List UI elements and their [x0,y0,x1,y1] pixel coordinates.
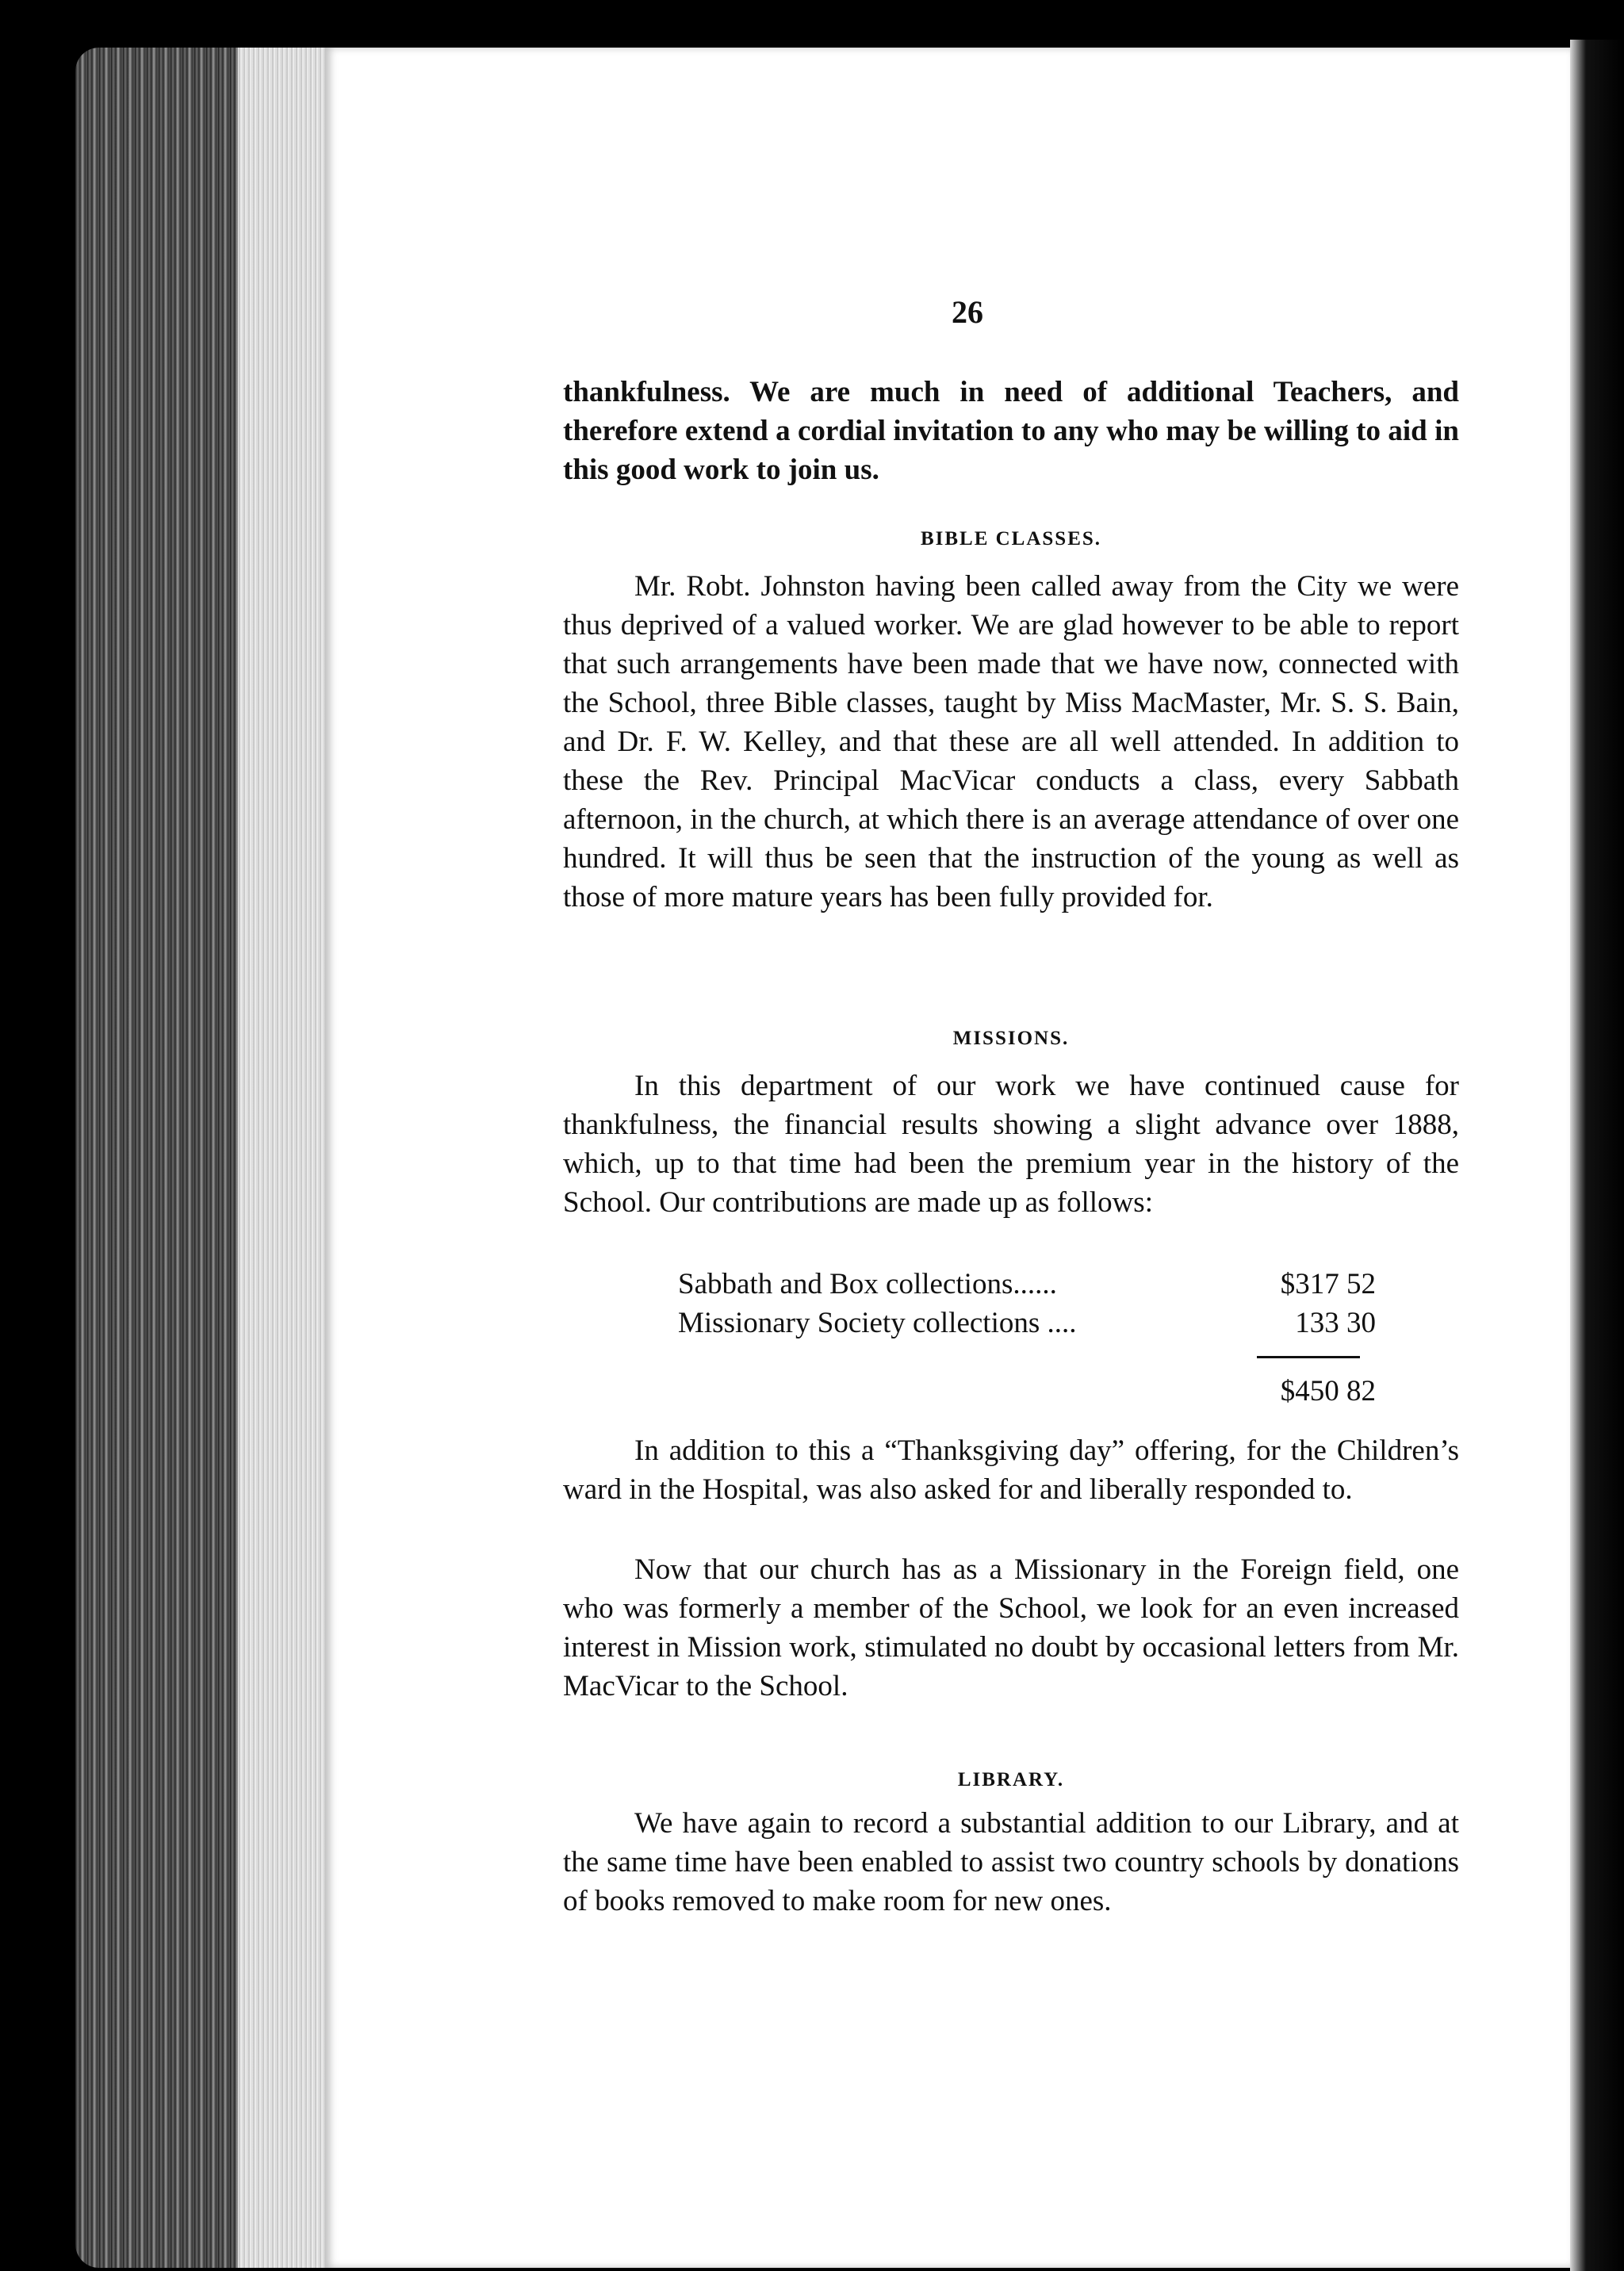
library-paragraph: We have again to record a substantial addition to our Library, and at the same time have been enabled to assist two country schools by donations of books removed to make room for new ones. [563,1807,1459,1917]
bible-classes-paragraph: Mr. Robt. Johnston having been called away from the City we were thus deprived of a valued worker. We are glad however to be able to report that such arrangements have been made that we have now, connected with the School, three Bible classes, taught by Miss MacMaster, Mr. S. S. Bain, and Dr. F. W. Kelley, and that these are all well attended. In addition to these the Rev. Principal MacVicar conducts a class, every Sabbath afternoon, in the church, at which there is an average attendance of over one hundred. It will thus be seen that the instruction of the young as well as those of more mature years has been fully provided for. [563,570,1459,913]
ledger-row [678,1265,1376,1304]
page-stack-edge [238,48,325,2268]
page-number: 26 [952,294,983,330]
library-heading: LIBRARY. [957,1769,1065,1790]
ledger-amount: $317 52 [1280,1268,1376,1300]
ledger-total-rule [1257,1356,1360,1358]
contributions-ledger [678,1265,1376,1342]
missions-heading: MISSIONS. [952,1028,1070,1049]
ledger-amount: 133 30 [1295,1307,1376,1339]
bible-classes-heading: BIBLE CLASSES. [920,528,1102,550]
foreign-missionary-paragraph: Now that our church has as a Missionary in the Foreign field, one who was formerly a member of the School, we look for an even increased interest in Mission work, stimulated no doubt by occasional letters from Mr. MacVicar to the School. [563,1553,1459,1702]
ledger-label: Missionary Society collections .... [678,1307,1077,1339]
right-page-edge [1570,40,1624,2271]
thanksgiving-paragraph: In addition to this a “Thanksgiving day” offering, for the Children’s ward in the Hospital, was also asked for and liberally responded to. [563,1434,1459,1506]
ledger-label: Sabbath and Box collections...... [678,1268,1057,1300]
ledger-row [678,1304,1376,1342]
ledger-total: $450 82 [1280,1375,1376,1407]
missions-paragraph: In this department of our work we have continued cause for thankfulness, the financial results showing a slight advance over 1888, which, up to that time had been the premium year in the history of the School. Our contributions are made up as follows: [563,1070,1459,1219]
opening-paragraph: thankfulness. We are much in need of additional Teachers, and therefore extend a cordial invitation to any who may be willing to aid in this good work to join us. [563,376,1459,486]
